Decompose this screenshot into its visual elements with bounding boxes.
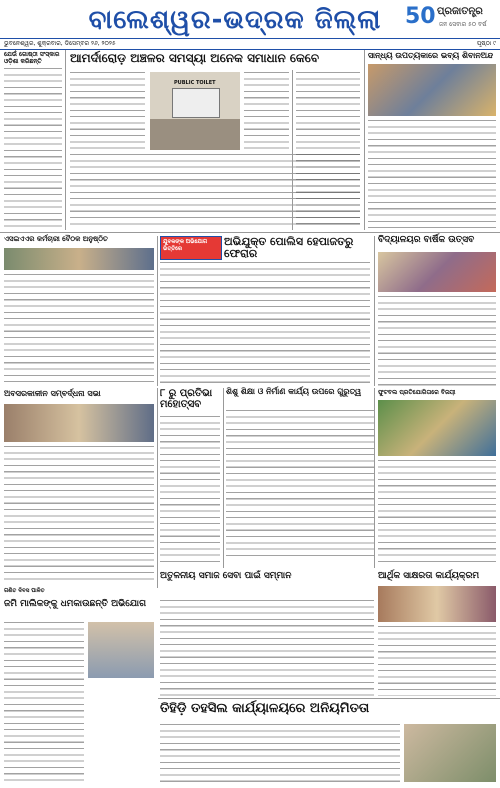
dateline (0, 38, 500, 50)
photo-a2 (368, 64, 496, 116)
kicker-a5: ଯୁବକଙ୍କ ଅଭିଯୋଗ ଭିତ୍ତିରେ (160, 236, 222, 260)
photo-a6 (378, 252, 496, 292)
photo-a12 (378, 586, 496, 622)
article-a14-body (4, 622, 84, 782)
article-a1-body-4 (296, 72, 360, 228)
photo-a14 (88, 622, 154, 678)
article-a1-body-2 (244, 72, 289, 150)
headline-a14: ଜମି ମାଲିକଙ୍କୁ ଧମକାଉଛନ୍ତି ଅଭିଯୋଗ (4, 599, 146, 609)
article-a15-body (160, 724, 400, 782)
logo-name: ପ୍ରଜାତନ୍ତ୍ର (437, 6, 483, 17)
article-a6-body (378, 296, 496, 386)
headline-a11: ଅତୁଳନୀୟ ସମାଜ ସେବା ପାଇଁ ସମ୍ମାନ (160, 571, 292, 581)
article-a4-body (4, 274, 154, 384)
article-a1-body (70, 72, 145, 150)
headline-a8: ଶିଶୁ ଶିକ୍ଷା ଓ ନିର୍ମାଣ କାର୍ଯ୍ୟ ଉପରେ ଗୁରୁତ୍ୱ (226, 387, 362, 396)
headline-a15: ତିହିଡ଼ି ତହସିଲ କାର୍ଯ୍ୟାଳୟରେ ଅନିୟମିତତା (160, 701, 370, 716)
headline-a6: ବିଦ୍ୟାଳୟର ବାର୍ଷିକ ଉତ୍ସବ (378, 235, 475, 245)
article-a7-body (160, 416, 220, 566)
article-a8-body (226, 410, 374, 560)
page-title: ବାଲେଶ୍ୱର-ଭଦ୍ରକ ଜିଲ୍ଲା (88, 5, 382, 35)
headline-a5: ଅଭିଯୁକ୍ତ ପୋଲିସ ହେପାଜତରୁ ଫେରାର (224, 235, 354, 261)
photo-a9 (4, 404, 154, 442)
photo-a4 (4, 248, 154, 270)
article-a5-body (160, 262, 370, 386)
headline-a13: ଗଣିତ ଦିବସ ପାଳିତ (4, 588, 45, 594)
headline-a2: ସାନ୍ଧ୍ୟ ଉପତ୍ୟକାରେ ଭବ୍ୟ ଶିବାନଅନ୍ଦ (368, 51, 494, 60)
article-a3-body (4, 68, 62, 228)
page-number: ପୃଷ୍ଠା ୯ (476, 40, 496, 47)
photo-a15 (404, 724, 496, 782)
article-a9-body (4, 446, 154, 582)
headline-a10: ଫୁଟବଲ ପ୍ରତିଯୋଗିତାରେ ବିଜୟୀ (378, 389, 456, 396)
headline-a4: ଏସଇଏଏର କର୍ମଚାରୀ ବୈଠକ ଅନୁଷ୍ଠିତ (4, 235, 108, 243)
photo-a10 (378, 400, 496, 456)
article-a12-body (378, 626, 496, 696)
article-a10-body (378, 460, 496, 566)
newspaper-logo (405, 4, 495, 34)
issue-date: ଭୁବନେଶ୍ୱର, ଶୁକ୍ରବାର, ଡିସେମ୍ବର ୨୬, ୨୦୨୫ (4, 40, 116, 47)
logo-tagline: ଜନ ସେବାର ୫୦ ବର୍ଷ (439, 21, 487, 28)
headline-a7: ୮ ରୁ ପ୍ରତିଭା ମହୋତ୍ସବ (160, 388, 213, 410)
headline-a12: ଆର୍ଥିକ ସାକ୍ଷରତା କାର୍ଯ୍ୟକ୍ରମ (378, 571, 480, 581)
article-a11-body (160, 600, 374, 696)
headline-a1: ଆମର୍ଦାରୋଡ଼ ଅଞ୍ଚଳର ସମସ୍ୟା ଅନେକ ସମାଧାନ କେବେ (70, 51, 319, 65)
logo-number: 50 (405, 4, 436, 29)
headline-a9: ଅବସରକାଳୀନ ସମ୍ବର୍ଦ୍ଧନା ସଭା (4, 389, 101, 398)
photo-public-toilet (150, 72, 240, 150)
photo-sign-text: PUBLIC TOILET (174, 80, 216, 86)
article-a2-body (368, 120, 496, 228)
headline-a3: ଯେଉଁ ଗୋଷ୍ଠୀ ସଂସ୍କାର ଓଡ଼ିଶା କରିଛନ୍ତି (4, 51, 60, 65)
